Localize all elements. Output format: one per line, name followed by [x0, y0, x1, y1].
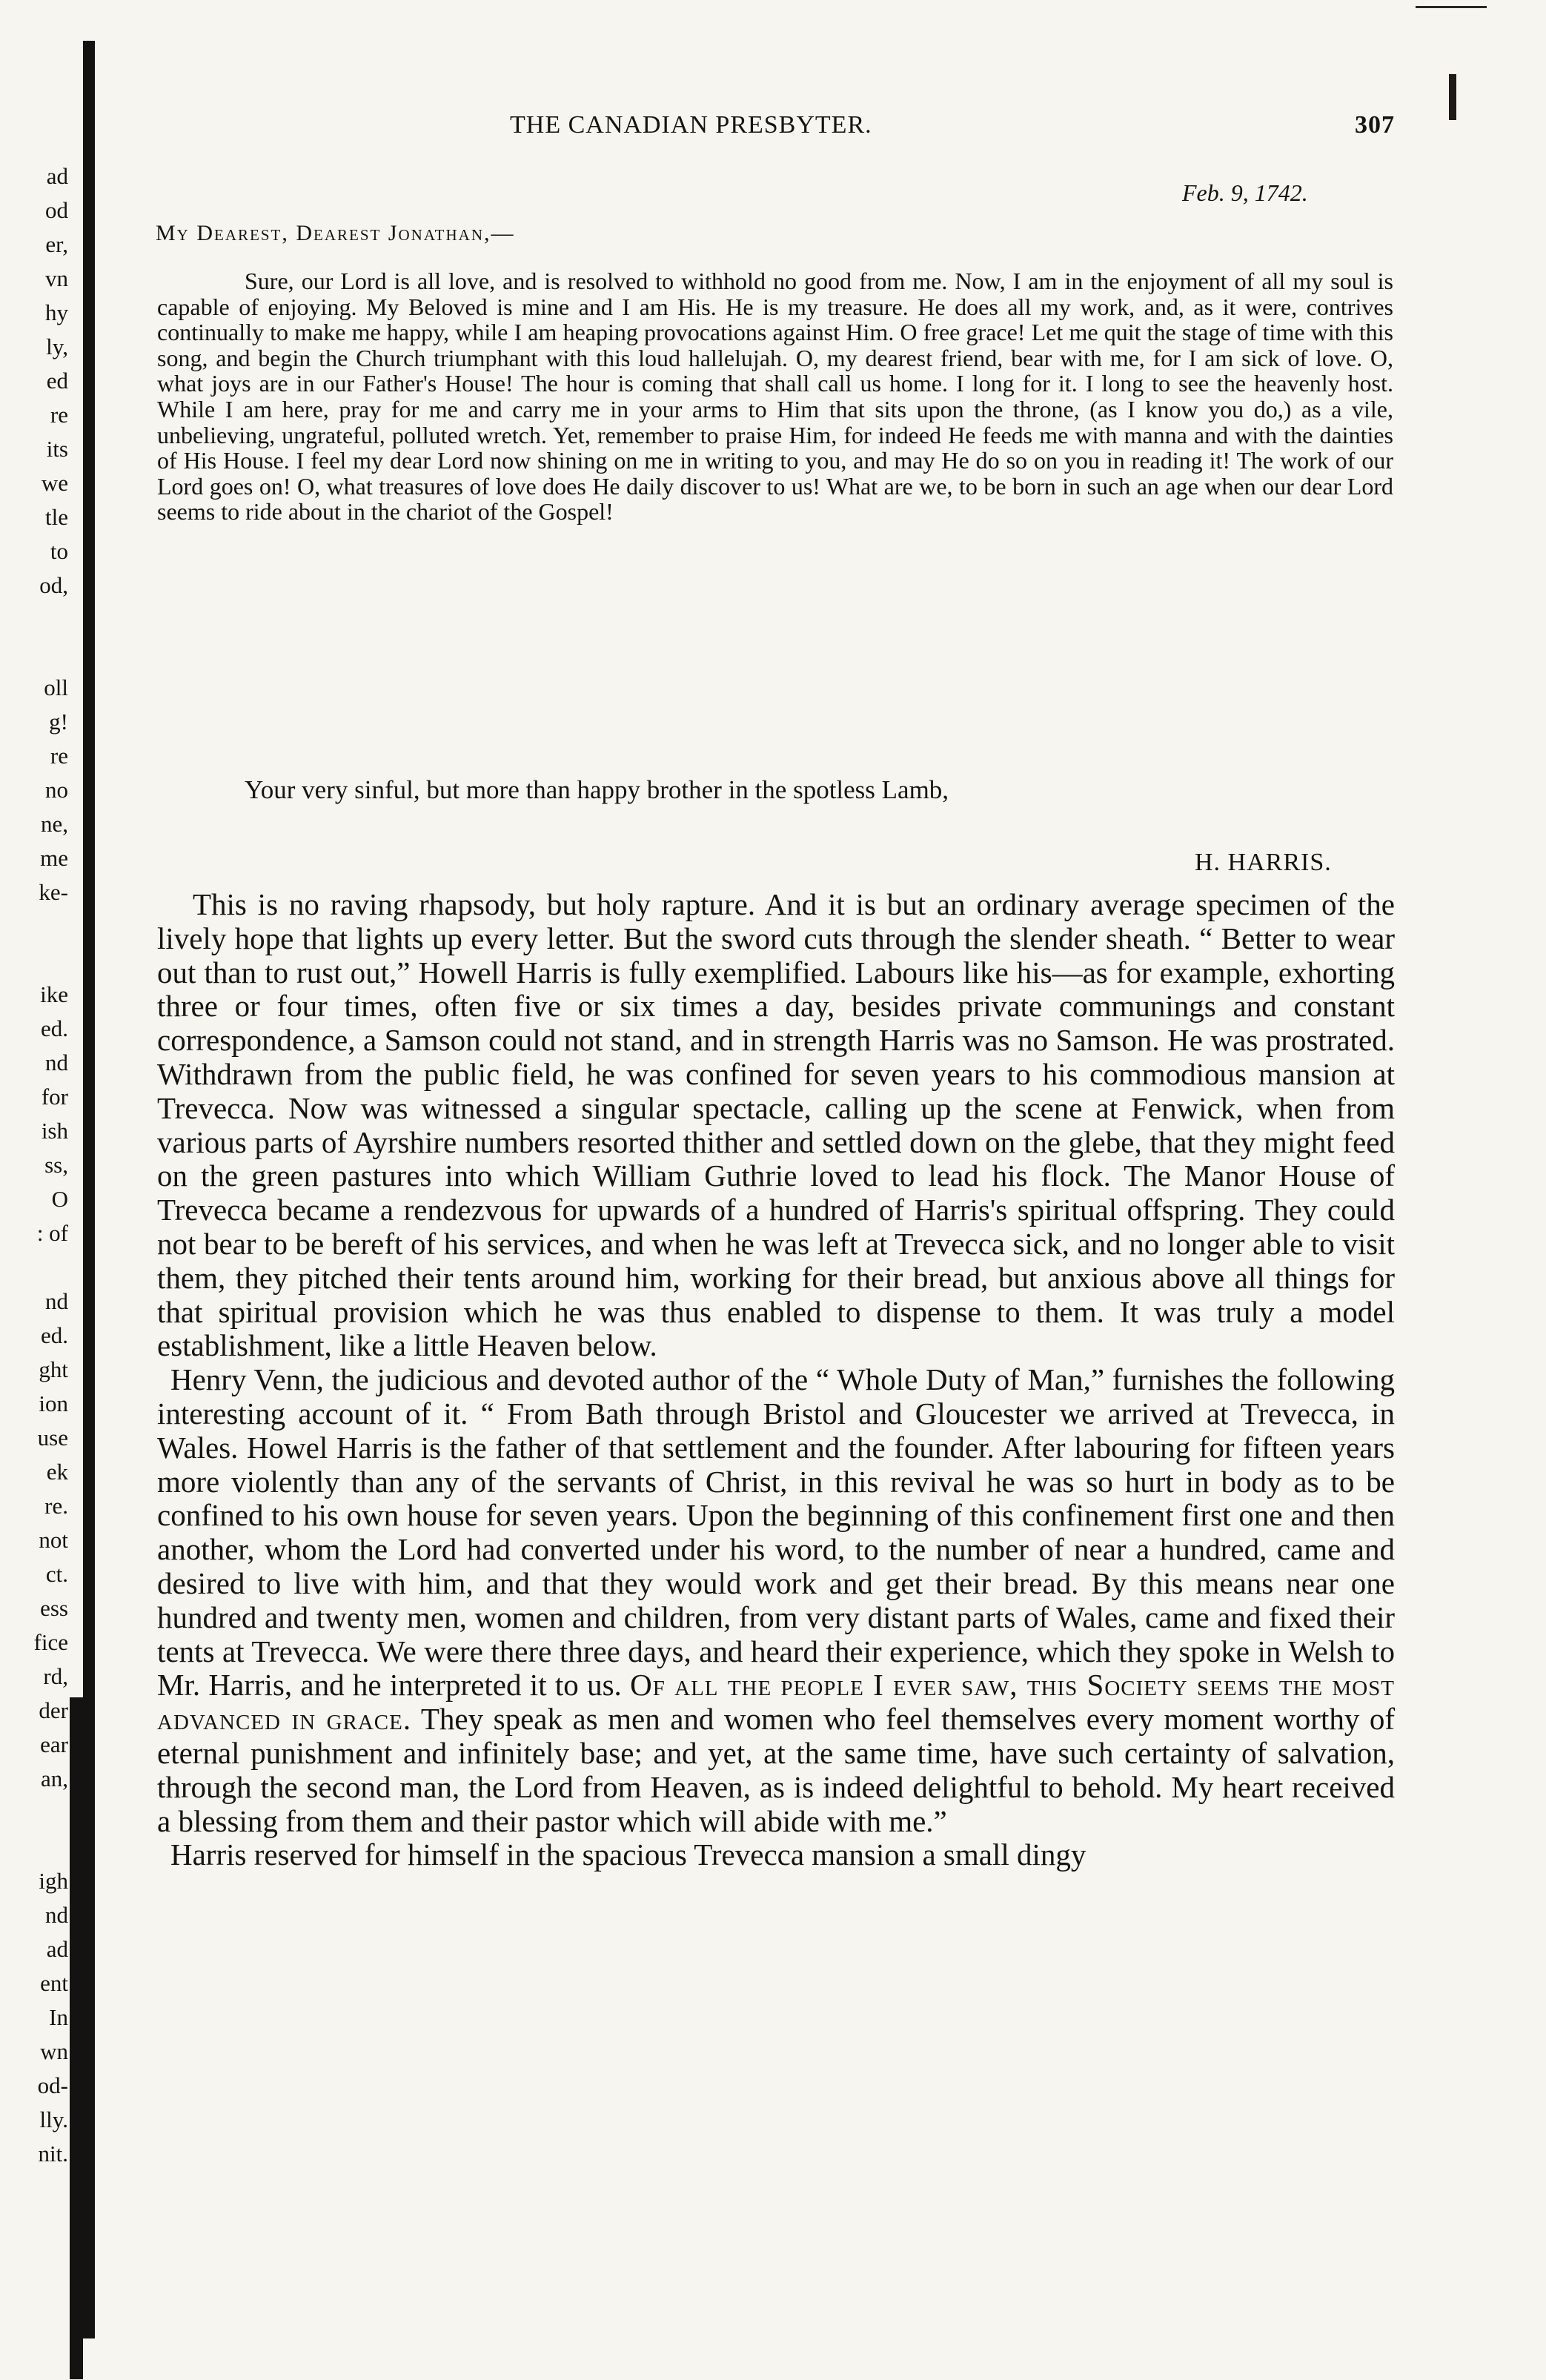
edge-fragment: hy	[45, 299, 68, 325]
body-paragraph-2-end: They speak as men and women who feel themselves every moment worthy of eternal punishment and infinitely base; and yet, at the same time, have such certainty of salvation, through the second man, the Lord from Heaven, as is indeed delightful to behold. My heart received a blessing from them and their pastor which will abide with me.”	[157, 1702, 1395, 1838]
edge-fragment: ish	[41, 1118, 68, 1144]
letter-paragraph: Sure, our Lord is all love, and is resolved to withhold no good from me. Now, I am in the enjoyment of all my soul is capable of enjoying. My Beloved is mine and I am His. He is my treasure. He does all my work, and, as it were, contrives continually to make me happy, while I am heaping provocations against Him. O free grace! Let me quit the stage of time with this song, and begin the Church triumphant with this loud hallelujah. O, my dearest friend, bear with me, for I am sick of love. O, what joys are in our Father's House! The hour is coming that shall call us home. I long for it. I long to see the heavenly host. While I am here, pray for me and carry me in your arms to Him that sits upon the throne, (as I know you do,) as a vile, unbelieving, ungrateful, polluted wretch. Yet, remember to praise Him, for indeed He feeds me with manna and with the dainties of His House. I feel my dear Lord now shining on me in writing to you, and may He do so on you in reading it! The work of our Lord goes on! O, what treasures of love does He daily discover to us! What are we, to be born in such an age when our dear Lord seems to ride about in the chariot of the Gospel!	[157, 268, 1393, 526]
letter-salutation: My Dearest, Dearest Jonathan,—	[156, 221, 515, 245]
letter-date: Feb. 9, 1742.	[1182, 179, 1308, 206]
edge-fragment: tle	[45, 504, 68, 530]
edge-fragment: ek	[46, 1459, 68, 1485]
edge-fragment: ed	[46, 368, 68, 394]
edge-fragment: ear	[40, 1731, 68, 1757]
edge-fragment: for	[41, 1084, 68, 1110]
edge-fragment: ght	[39, 1356, 68, 1382]
edge-fragment: ed.	[40, 1015, 68, 1041]
edge-fragment: nd	[45, 1288, 68, 1314]
edge-fragment: nit.	[38, 2141, 68, 2167]
edge-fragment: ike	[40, 981, 68, 1007]
page-header	[163, 111, 1408, 148]
body-paragraph-2-start: Henry Venn, the judicious and devoted author of the “ Whole Duty of Man,” furnishes the following interesting account of it. “ From Bath through Bristol and Gloucester we arrived at Trevecca, in Wales. Howel Harris is the father of that settlement and the founder. After labouring for fifteen years more violently than any of the servants of Christ, in this revival he was so hurt in body as to be confined to his own house for seven years. Upon the beginning of this confinement first one and then another, whom the Lord had converted under his word, to the number of near a hundred, came and desired to live with him, and that they would work and get their bread. By this means near one hundred and twenty men, women and children, from very distant parts of Wales, came and fixed their tents at Trevecca. We were there three days, and heard their experience, which they spoke in Welsh to Mr. Harris, and he interpreted it to us.	[157, 1362, 1395, 1703]
edge-fragment: er,	[45, 231, 68, 257]
edge-fragment: me	[40, 845, 68, 871]
edge-fragment: ed.	[40, 1322, 68, 1348]
edge-fragment: ne,	[40, 811, 68, 837]
edge-fragment: od	[45, 197, 68, 223]
edge-fragment: oll	[44, 674, 68, 700]
edge-fragment: O	[51, 1186, 68, 1212]
body-paragraph-2	[157, 1363, 1395, 1838]
edge-fragment	[0, 1800, 68, 1826]
page-corner-mark	[1449, 74, 1456, 120]
edge-fragment: we	[41, 470, 68, 496]
gutter-shadow-bar	[83, 41, 95, 2338]
edge-fragment: rd,	[43, 1663, 68, 1689]
edge-fragment: ly,	[46, 334, 68, 359]
edge-fragment	[0, 1834, 68, 1860]
edge-fragment: der	[39, 1697, 68, 1723]
adjacent-page-fragments	[0, 163, 68, 2238]
edge-fragment: ke-	[39, 879, 68, 905]
edge-fragment: its	[46, 436, 68, 462]
article-body	[157, 888, 1395, 1872]
edge-fragment: : of	[36, 1220, 68, 1246]
edge-fragment: fice	[33, 1629, 68, 1655]
edge-fragment: re	[50, 743, 68, 769]
edge-fragment: re	[50, 402, 68, 428]
body-paragraph-1: This is no raving rhapsody, but holy rapture. And it is but an ordinary average specimen of the lively hope that lights up every letter. But the sword cuts through the slender sheath. “ Better to wear out than to rust out,” Howell Harris is fully exemplified. Labours like his—as for example, exhorting three or four times, often five or six times a day, besides private communings and constant correspondence, a Samson could not stand, and in strength Harris was no Samson. He was prostrated. Withdrawn from the public field, he was confined for seven years to his commodious mansion at Trevecca. Now was witnessed a singular spectacle, calling up the scene at Fenwick, when from various parts of Ayrshire numbers resorted thither and settled down on the glebe, that they might feed on the green pastures into which William Guthrie loved to lead his flock. The Manor House of Trevecca became a rendezvous for upwards of a hundred of Harris's spiritual offspring. They could not bear to be bereft of his services, and when he was left at Trevecca sick, and no longer able to visit them, they pitched their tents around him, working for their bread, but anxious above all things for that spiritual provision which he was thus enabled to dispense to them. It was truly a model establishment, like a little Heaven below.	[157, 887, 1395, 1363]
edge-fragment: ess	[40, 1595, 68, 1621]
body-paragraph-3: Harris reserved for himself in the spacious Trevecca mansion a small dingy	[170, 1837, 1086, 1872]
edge-fragment: not	[39, 1527, 68, 1553]
edge-fragment: igh	[39, 1868, 68, 1894]
edge-fragment: ion	[39, 1390, 68, 1416]
edge-fragment: ct.	[45, 1561, 68, 1587]
edge-fragment: ent	[40, 1970, 68, 1996]
letter-body	[157, 268, 1393, 525]
edge-fragment: od,	[39, 572, 68, 598]
letter-signature: H. HARRIS.	[1195, 849, 1332, 876]
gutter-shadow-bar-lower	[70, 1697, 83, 2379]
page-number: 307	[1355, 111, 1395, 139]
edge-fragment: nd	[45, 1050, 68, 1075]
edge-fragment: ss,	[44, 1152, 68, 1178]
edge-fragment	[0, 640, 68, 667]
edge-fragment: nd	[45, 1902, 68, 1928]
edge-fragment: ad	[46, 1936, 68, 1962]
edge-fragment: no	[45, 777, 68, 803]
edge-fragment: vn	[45, 265, 68, 291]
running-title: THE CANADIAN PRESBYTER.	[510, 111, 872, 139]
edge-fragment: lly.	[39, 2106, 68, 2132]
edge-fragment: ad	[46, 163, 68, 189]
small-caps-emphasis: Of all the people I ever saw, this Society seems the most advanced in grace.	[157, 1668, 1396, 1737]
edge-fragment: In	[49, 2004, 68, 2030]
edge-fragment	[0, 606, 68, 633]
edge-fragment	[0, 947, 68, 974]
edge-fragment	[0, 1254, 68, 1281]
edge-fragment: re.	[44, 1493, 68, 1519]
edge-fragment: od-	[37, 2072, 68, 2098]
letter-closing: Your very sinful, but more than happy brother in the spotless Lamb,	[245, 775, 949, 804]
edge-fragment	[0, 913, 68, 940]
edge-fragment: g!	[49, 709, 68, 735]
edge-fragment: to	[50, 538, 68, 564]
edge-fragment: wn	[40, 2038, 68, 2064]
edge-fragment: use	[37, 1425, 68, 1451]
edge-fragment: an,	[40, 1766, 68, 1791]
top-rule	[1416, 6, 1487, 8]
